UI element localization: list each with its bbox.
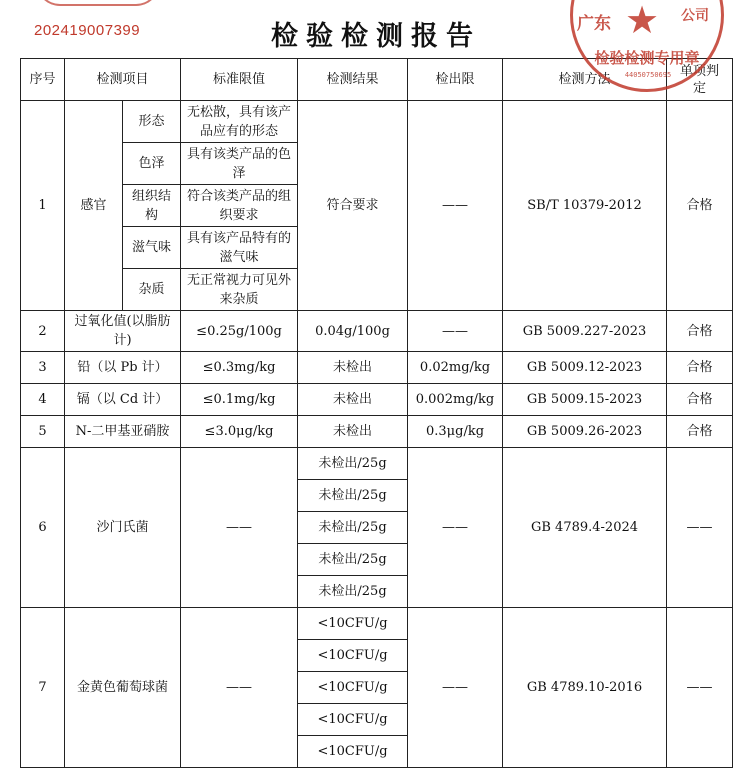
cell-verdict: —— — [667, 448, 733, 608]
cell-result: <10CFU/g — [298, 672, 408, 704]
cell-result: <10CFU/g — [298, 736, 408, 768]
cell-result: 符合要求 — [298, 101, 408, 311]
cell-no: 5 — [21, 416, 65, 448]
table-row — [21, 352, 733, 384]
cell-result: 未检出/25g — [298, 576, 408, 608]
cell-method: GB 5009.227-2023 — [503, 311, 667, 352]
cell-limit: 无松散，具有该产品应有的形态 — [181, 101, 298, 143]
stamp-text: 检验检测专用章 — [594, 49, 700, 67]
cell-verdict: 合格 — [667, 311, 733, 352]
cell-subitem: 组织结构 — [123, 185, 181, 227]
cell-result: <10CFU/g — [298, 640, 408, 672]
cell-verdict: 合格 — [667, 101, 733, 311]
cell-detection-limit: 0.002mg/kg — [408, 384, 503, 416]
cell-item: 沙门氏菌 — [65, 448, 181, 608]
cell-limit: 无正常视力可见外来杂质 — [181, 269, 298, 311]
cell-no: 3 — [21, 352, 65, 384]
cell-no: 4 — [21, 384, 65, 416]
table-row — [21, 608, 733, 640]
cell-item: N-二甲基亚硝胺 — [65, 416, 181, 448]
cell-result: 未检出 — [298, 384, 408, 416]
cell-limit: —— — [181, 608, 298, 768]
table-row — [21, 416, 733, 448]
cell-limit: ≤0.25g/100g — [181, 311, 298, 352]
col-header: 检测方法 — [503, 59, 667, 101]
stamp-arc-fragment — [36, 0, 160, 6]
cell-verdict: 合格 — [667, 384, 733, 416]
table-row — [21, 101, 733, 143]
cell-subitem: 形态 — [123, 101, 181, 143]
table-row — [21, 311, 733, 352]
col-header: 检测结果 — [298, 59, 408, 101]
cell-item: 铅（以 Pb 计） — [65, 352, 181, 384]
cell-limit: ≤3.0μg/kg — [181, 416, 298, 448]
cell-item: 金黄色葡萄球菌 — [65, 608, 181, 768]
cell-verdict: 合格 — [667, 352, 733, 384]
cell-item: 镉（以 Cd 计） — [65, 384, 181, 416]
cell-method: SB/T 10379-2012 — [503, 101, 667, 311]
cell-method: GB 4789.10-2016 — [503, 608, 667, 768]
table-row — [21, 448, 733, 480]
results-table — [20, 58, 733, 768]
cell-no: 1 — [21, 101, 65, 311]
cell-detection-limit: 0.02mg/kg — [408, 352, 503, 384]
cell-method: GB 5009.12-2023 — [503, 352, 667, 384]
cell-subitem: 色泽 — [123, 143, 181, 185]
cell-limit: ≤0.1mg/kg — [181, 384, 298, 416]
cell-result: 0.04g/100g — [298, 311, 408, 352]
cell-limit: 具有该类产品的色泽 — [181, 143, 298, 185]
cell-limit: ≤0.3mg/kg — [181, 352, 298, 384]
cell-detection-limit: —— — [408, 101, 503, 311]
inspection-stamp — [570, 0, 724, 92]
stamp-code: 44050750695 — [624, 71, 672, 79]
col-header: 序号 — [21, 59, 65, 101]
cell-verdict: —— — [667, 608, 733, 768]
cell-result: 未检出/25g — [298, 448, 408, 480]
cell-subitem: 杂质 — [123, 269, 181, 311]
star-icon: ★ — [625, 0, 660, 42]
cell-detection-limit: —— — [408, 608, 503, 768]
table-row — [21, 384, 733, 416]
cell-method: GB 5009.15-2023 — [503, 384, 667, 416]
cell-verdict: 合格 — [667, 416, 733, 448]
col-header: 检测项目 — [65, 59, 181, 101]
cell-detection-limit: 0.3μg/kg — [408, 416, 503, 448]
cell-item: 过氧化值(以脂肪计) — [65, 311, 181, 352]
cell-result: <10CFU/g — [298, 608, 408, 640]
cell-method: GB 4789.4-2024 — [503, 448, 667, 608]
stamp-fragment-right: 公司 — [681, 8, 709, 24]
cell-item: 感官 — [65, 101, 123, 311]
report-number: 202419007399 — [34, 22, 141, 39]
cell-result: 未检出/25g — [298, 544, 408, 576]
cell-subitem: 滋气味 — [123, 227, 181, 269]
cell-detection-limit: —— — [408, 448, 503, 608]
cell-result: 未检出 — [298, 352, 408, 384]
cell-no: 6 — [21, 448, 65, 608]
cell-result: 未检出 — [298, 416, 408, 448]
cell-result: 未检出/25g — [298, 480, 408, 512]
stamp-fragment-left: 广东 — [577, 14, 611, 34]
page-title: 检验检测报告 — [271, 21, 481, 52]
col-header: 标准限值 — [181, 59, 298, 101]
cell-no: 2 — [21, 311, 65, 352]
cell-result: 未检出/25g — [298, 512, 408, 544]
cell-result: <10CFU/g — [298, 704, 408, 736]
cell-limit: —— — [181, 448, 298, 608]
col-header: 检出限 — [408, 59, 503, 101]
cell-method: GB 5009.26-2023 — [503, 416, 667, 448]
cell-no: 7 — [21, 608, 65, 768]
cell-detection-limit: —— — [408, 311, 503, 352]
cell-limit: 符合该类产品的组织要求 — [181, 185, 298, 227]
col-header: 单项判定 — [667, 59, 733, 101]
cell-limit: 具有该产品特有的滋气味 — [181, 227, 298, 269]
